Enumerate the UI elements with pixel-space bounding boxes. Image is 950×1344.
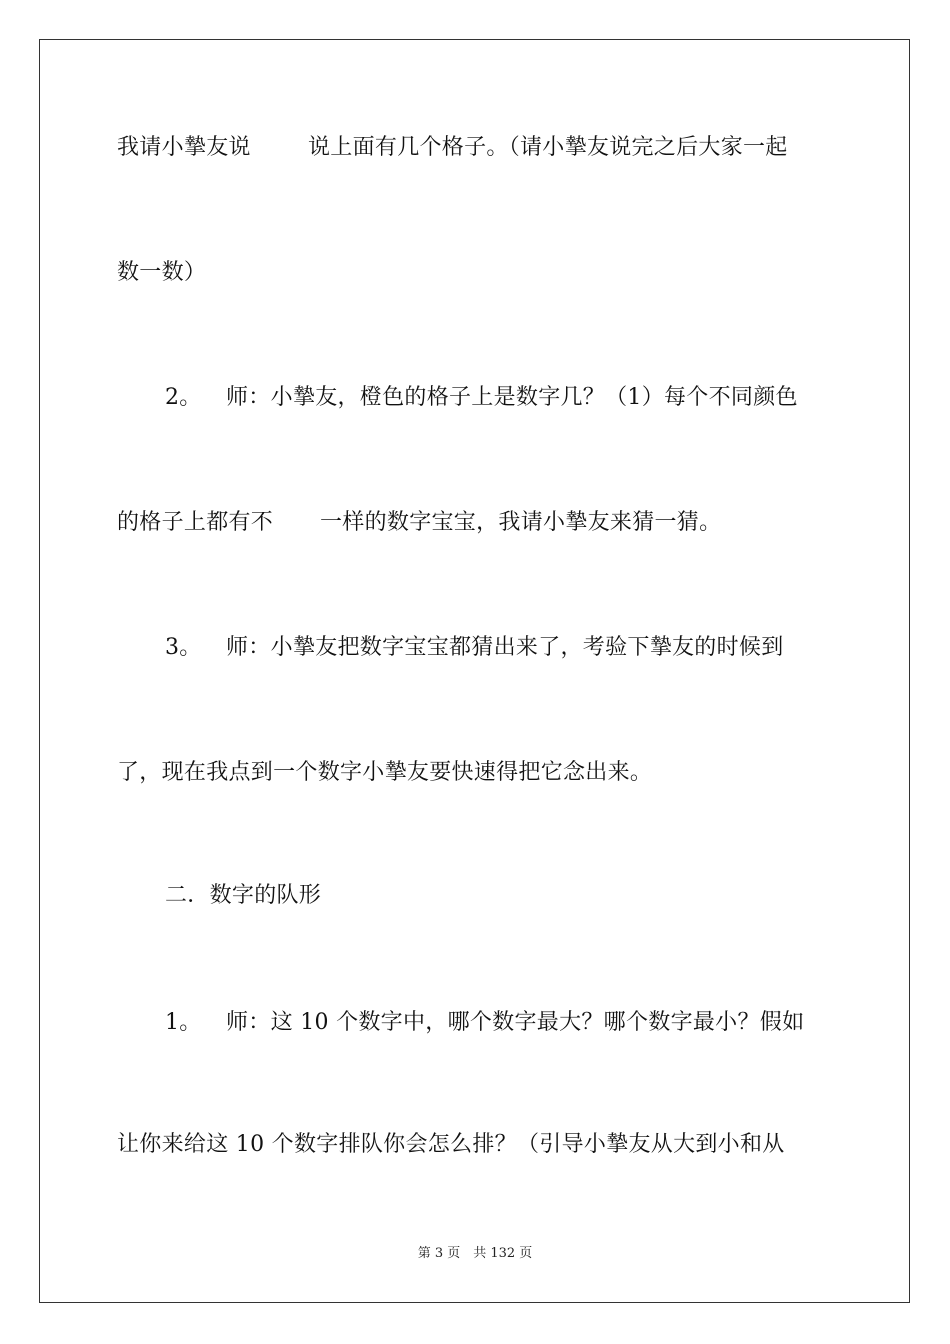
text-segment: 说上面有几个格子。（请小摯友说完之后大家一起 (308, 135, 788, 160)
text-segment: 师：小摯友，橙色的格子上是数字几？（1）每个不同颜色 (226, 385, 798, 410)
text-segment: 的格子上都有不 (117, 510, 274, 535)
paragraph-line-5 (165, 633, 833, 663)
page-footer (0, 1245, 950, 1263)
section-heading (165, 881, 833, 911)
list-number: 1。 (165, 1010, 202, 1035)
text-segment: 师：这 10 个数字中，哪个数字最大？哪个数字最小？假如 (226, 1010, 805, 1035)
paragraph-line-1 (117, 133, 833, 163)
text-segment: 一样的数字宝宝，我请小摯友来猜一猜。 (320, 510, 722, 535)
paragraph-line-3 (165, 383, 833, 413)
page-number-label: 第 3 页 共 132 页 (417, 1246, 533, 1261)
text-segment: 我请小摯友说 (117, 135, 251, 160)
text-segment: 数一数） (117, 260, 207, 285)
text-segment: 师：小摯友把数字宝宝都猜出来了，考验下摯友的时候到 (226, 635, 784, 660)
paragraph-line-6 (117, 758, 833, 788)
text-segment: 让你来给这 10 个数字排队你会怎么排？（引导小摯友从大到小和从 (117, 1132, 785, 1157)
list-number: 2。 (165, 385, 202, 410)
list-number: 3。 (165, 635, 202, 660)
paragraph-line-8 (165, 1008, 833, 1038)
text-segment: 了，现在我点到一个数字小摯友要快速得把它念出来。 (117, 760, 653, 785)
paragraph-line-2 (117, 258, 833, 288)
paragraph-line-9 (117, 1130, 833, 1160)
text-segment: 二．数字的队形 (165, 883, 322, 908)
paragraph-line-4 (117, 508, 833, 538)
page-border (39, 39, 910, 1303)
